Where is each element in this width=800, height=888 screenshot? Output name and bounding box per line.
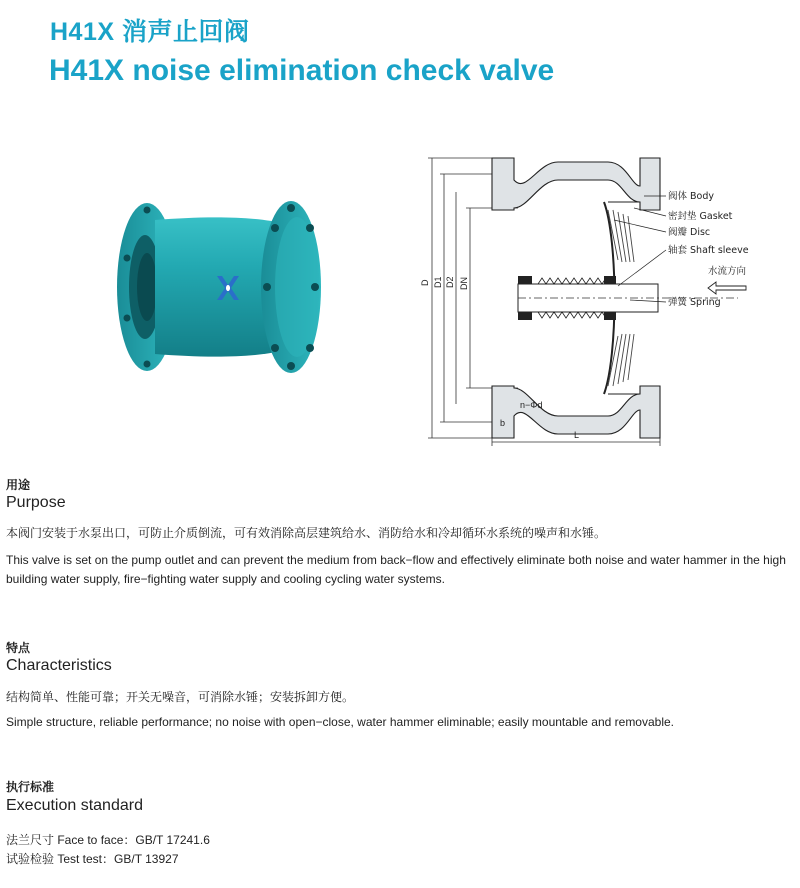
dim-D: D: [420, 279, 430, 286]
dim-n-phi-d: n−Φd: [520, 400, 543, 410]
characteristics-heading-cn: 特点: [6, 641, 31, 655]
label-disc: 阀瓣 Disc: [668, 227, 711, 238]
dim-L: L: [574, 430, 580, 440]
standard-test: 试验检验 Test test：GB/T 13927: [6, 852, 179, 866]
title-chinese: H41X 消声止回阀: [50, 18, 250, 46]
label-body: 阀体 Body: [668, 191, 715, 202]
purpose-text-cn: 本阀门安装于水泵出口，可防止介质倒流，可有效消除高层建筑给水、消防给水和冷却循环水系统的噪声和水锤。: [6, 526, 607, 540]
title-english: H41X noise elimination check valve: [49, 54, 555, 87]
valve-photo: [115, 198, 325, 376]
standard-face-to-face: 法兰尺寸 Face to face：GB/T 17241.6: [6, 833, 210, 847]
standard-heading-en: Execution standard: [6, 797, 143, 814]
label-spring: 弹簧 Spring: [668, 297, 721, 308]
characteristics-heading-en: Characteristics: [6, 657, 112, 674]
purpose-text-en: This valve is set on the pump outlet and can prevent the medium from back−flow and effectively eliminate both noise and water hammer in the high building water supply, fire−fighting water supply and cooling cycling water systems.: [6, 553, 786, 586]
label-flow-direction: 水流方向: [708, 266, 747, 277]
label-gasket: 密封垫 Gasket: [668, 211, 733, 222]
purpose-heading-cn: 用途: [6, 478, 31, 492]
dim-D1: D1: [433, 276, 443, 288]
label-shaft-sleeve: 轴套 Shaft sleeve: [668, 245, 749, 256]
characteristics-text-en: Simple structure, reliable performance; no noise with open−close, water hammer eliminable; easily mountable and removable.: [6, 715, 675, 729]
dim-DN: DN: [459, 277, 469, 290]
standard-heading-cn: 执行标准: [6, 780, 55, 794]
characteristics-text-cn: 结构简单、性能可靠；开关无噪音，可消除水锤；安装拆卸方便。: [6, 690, 355, 704]
cross-section-drawing: [408, 150, 800, 450]
dim-b: b: [500, 418, 506, 428]
dim-D2: D2: [445, 276, 455, 288]
purpose-heading-en: Purpose: [6, 494, 66, 511]
